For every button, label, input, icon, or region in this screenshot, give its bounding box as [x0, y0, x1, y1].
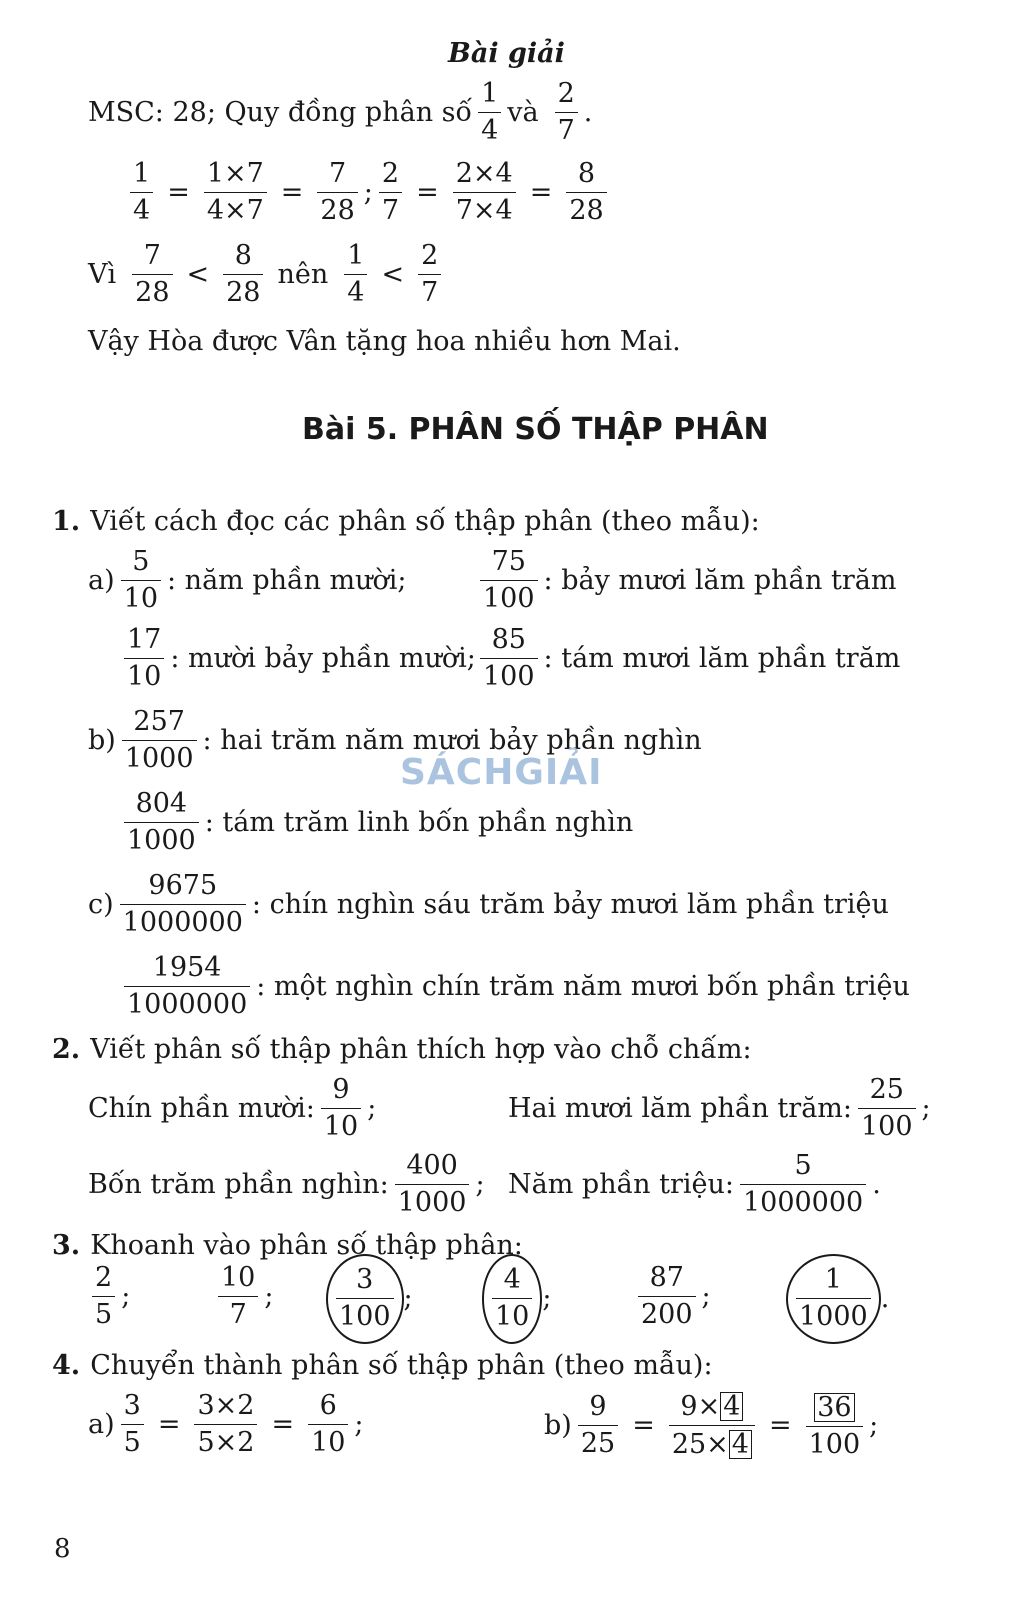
watermark-logo: SÁCHGIẢI: [400, 752, 603, 793]
ex2-item: Năm phần triệu: $\frac{5}{1000000}$ .: [508, 1150, 881, 1219]
ex3-item: $\frac{87}{200}$ ;: [632, 1264, 711, 1330]
fraction: $\frac{2}{7}$: [555, 80, 578, 146]
answer-circle: $\frac{3}{100}$: [326, 1254, 404, 1344]
ex3-item: $\frac{10}{7}$ ;: [212, 1264, 273, 1330]
ex3-item-circled: $\frac{3}{100}$ ;: [326, 1254, 413, 1344]
ex2-prompt: 2. Viết phân số thập phân thích hợp vào chỗ chấm:: [52, 1034, 752, 1065]
ex1-row-a2: $\frac{75}{100}$ : bảy mươi lăm phần trăm: [474, 548, 896, 614]
msc-line: MSC: 28; Quy đồng phân số $\frac{1}{4}$ và $\frac{2}{7}$ .: [88, 78, 593, 147]
ex3-item: $\frac{2}{5}$ ;: [86, 1264, 130, 1330]
conclusion: Vậy Hòa được Vân tặng hoa nhiều hơn Mai.: [88, 326, 681, 357]
and-word: và: [507, 97, 539, 129]
answer-box: 4: [729, 1430, 752, 1459]
ex3-prompt: 3. Khoanh vào phân số thập phân:: [52, 1230, 523, 1261]
ex2-item: Hai mươi lăm phần trăm: $\frac{25}{100}$ ;: [508, 1074, 931, 1143]
ex1-row-a1: a) $\frac{5}{10}$ : năm phần mười;: [88, 546, 407, 615]
ex1-row-a4: $\frac{85}{100}$ : tám mươi lăm phần trăm: [474, 626, 900, 692]
answer-box: 4: [720, 1392, 743, 1421]
ex1-row-c1: c) $\frac{9675}{1000000}$ : chín nghìn sáu trăm bảy mươi lăm phần triệu: [88, 870, 889, 939]
ex1-row-c2: $\frac{1954}{1000000}$ : một nghìn chín trăm năm mươi bốn phần triệu: [118, 954, 910, 1020]
equation-line: $\frac{1}{4}$ = $\frac{1\times 7}{4\times 7}$ = $\frac{7}{28}$ ; $\frac{2}{7}$ = $\frac{2\times 4}{7\times 4}$ = $\frac{8}{28}$: [124, 160, 613, 226]
comparison-line: Vì $\frac{7}{28}$ < $\frac{8}{28}$ nên $\frac{1}{4}$ < $\frac{2}{7}$: [88, 242, 447, 308]
ex4-example-a: a) $\frac{3}{5}$ = $\frac{3\times 2}{5\times 2}$ = $\frac{6}{10}$ ;: [88, 1390, 364, 1459]
answer-circle: $\frac{4}{10}$: [482, 1254, 542, 1344]
ex1-row-a3: $\frac{17}{10}$ : mười bảy phần mười;: [118, 626, 476, 692]
answer-circle: $\frac{1}{1000}$: [786, 1254, 881, 1344]
ex4-answer-b: b) $\frac{9}{25}$ = $\frac{9\times 4}{25\times 4}$ = $\frac{36}{100}$ ;: [544, 1391, 879, 1461]
ex1-row-b1: b) $\frac{257}{1000}$ : hai trăm năm mươi bảy phần nghìn: [88, 706, 702, 775]
fraction: $\frac{1}{4}$: [478, 80, 501, 146]
ex2-item: Chín phần mười: $\frac{9}{10}$ ;: [88, 1074, 377, 1143]
vi-word: Vì: [88, 259, 117, 291]
solution-heading: Bài giải: [448, 38, 565, 69]
page-number: 8: [54, 1534, 71, 1564]
ex3-item-circled: $\frac{4}{10}$ ;: [482, 1254, 551, 1344]
ex3-item-circled: $\frac{1}{1000}$ .: [786, 1254, 889, 1344]
ex4-prompt: 4. Chuyển thành phân số thập phân (theo mẫu):: [52, 1350, 713, 1381]
ex2-item: Bốn trăm phần nghìn: $\frac{400}{1000}$ ;: [88, 1150, 485, 1219]
lesson-title: Bài 5. PHÂN SỐ THẬP PHÂN: [302, 412, 769, 447]
answer-box: 36: [814, 1393, 854, 1422]
ex1-prompt: 1. Viết cách đọc các phân số thập phân (theo mẫu):: [52, 506, 760, 537]
ex1-row-b2: $\frac{804}{1000}$ : tám trăm linh bốn phần nghìn: [118, 790, 633, 856]
nen-word: nên: [277, 259, 329, 291]
msc-text: MSC: 28; Quy đồng phân số: [88, 97, 473, 129]
